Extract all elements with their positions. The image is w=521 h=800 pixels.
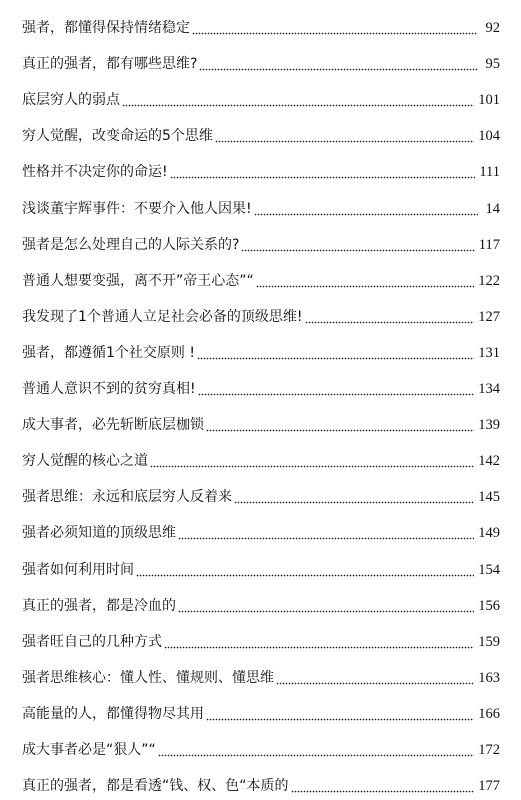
toc-entry-page-number: 127 (478, 308, 500, 325)
toc-entry-page-number: 134 (478, 381, 500, 398)
toc-entry-title: 我发现了1个普通人立足社会必备的顶级思维! (22, 308, 303, 325)
toc-entry-page-number: 104 (478, 128, 500, 145)
dot-leader (192, 20, 478, 36)
dot-leader (197, 345, 474, 361)
toc-entry-page-number: 156 (478, 597, 500, 614)
toc-entry[interactable] (22, 728, 500, 764)
toc-entry-page-number: 159 (478, 633, 500, 650)
toc-entry-page-number: 154 (478, 561, 500, 578)
toc-entry-title: 普通人想要变强，离不开”帝王心态”“ (22, 272, 254, 289)
toc-entry-title: 真正的强者，都有哪些思维? (22, 56, 198, 73)
toc-entry-title: 强者思维核心：懂人性、懂规则、懂思维 (22, 669, 274, 686)
toc-entry[interactable] (22, 367, 500, 403)
toc-entry-page-number: 163 (478, 669, 500, 686)
toc-entry-title: 高能量的人，都懂得物尽其用 (22, 705, 204, 722)
dot-leader (254, 201, 478, 217)
dot-leader (199, 56, 478, 72)
dot-leader (234, 489, 474, 505)
toc-entry-title: 底层穷人的弱点 (22, 92, 120, 109)
toc-entry-title: 强者必须知道的顶级思维 (22, 525, 176, 542)
toc-entry-title: 性格并不决定你的命运! (22, 164, 168, 181)
toc-entry[interactable] (22, 692, 500, 728)
toc-entry-title: 强者旺自己的几种方式 (22, 633, 162, 650)
dot-leader (215, 128, 474, 144)
dot-leader (136, 562, 474, 578)
toc-entry-title: 强者是怎么处理自己的人际关系的? (22, 236, 240, 253)
table-of-contents (22, 6, 500, 800)
toc-entry-title: 强者思维：永远和底层穷人反着来 (22, 489, 232, 506)
dot-leader (170, 164, 476, 180)
toc-entry-page-number: 95 (485, 56, 500, 73)
toc-entry[interactable] (22, 78, 500, 114)
toc-entry-title: 真正的强者，都是冷血的 (22, 597, 176, 614)
dot-leader (256, 273, 474, 289)
dot-leader (178, 525, 474, 541)
toc-entry-title: 普通人意识不到的贫穷真相! (22, 381, 196, 398)
toc-entry-page-number: 101 (478, 92, 500, 109)
toc-entry-title: 成大事者，必先斩断底层枷锁 (22, 417, 204, 434)
toc-entry-title: 强者如何利用时间 (22, 561, 134, 578)
toc-entry[interactable] (22, 223, 500, 259)
toc-entry[interactable] (22, 764, 500, 800)
toc-entry[interactable] (22, 295, 500, 331)
toc-entry[interactable] (22, 331, 500, 367)
toc-entry-page-number: 92 (485, 20, 500, 37)
dot-leader (198, 381, 475, 397)
toc-entry[interactable] (22, 439, 500, 475)
dot-leader (158, 742, 474, 758)
dot-leader (241, 237, 474, 253)
toc-entry-title: 浅谈董宇辉事件：不要介入他人因果! (22, 200, 252, 217)
toc-entry[interactable] (22, 584, 500, 620)
dot-leader (178, 598, 474, 614)
toc-entry-page-number: 139 (478, 417, 500, 434)
toc-entry[interactable] (22, 186, 500, 222)
toc-entry[interactable] (22, 511, 500, 547)
dot-leader (206, 417, 474, 433)
dot-leader (206, 706, 474, 722)
toc-entry-page-number: 122 (478, 272, 500, 289)
toc-entry-title: 穷人觉醒的核心之道 (22, 453, 148, 470)
toc-entry-page-number: 117 (478, 236, 500, 253)
toc-entry-page-number: 14 (485, 200, 500, 217)
toc-entry-page-number: 177 (478, 778, 500, 795)
toc-entry-page-number: 142 (478, 453, 500, 470)
dot-leader (164, 634, 474, 650)
toc-entry[interactable] (22, 114, 500, 150)
toc-entry[interactable] (22, 475, 500, 511)
dot-leader (276, 670, 474, 686)
toc-entry-page-number: 166 (478, 705, 500, 722)
toc-entry-title: 强者，都懂得保持情绪稳定 (22, 20, 190, 37)
dot-leader (122, 92, 474, 108)
toc-entry-page-number: 145 (478, 489, 500, 506)
dot-leader (305, 309, 475, 325)
toc-entry[interactable] (22, 547, 500, 583)
toc-entry[interactable] (22, 620, 500, 656)
toc-entry-title: 成大事者必是“狠人”“ (22, 741, 156, 758)
dot-leader (150, 453, 474, 469)
toc-entry-title: 强者，都遵循1个社交原则 ! (22, 344, 195, 361)
dot-leader (291, 778, 475, 794)
toc-entry-page-number: 149 (478, 525, 500, 542)
toc-entry-page-number: 111 (479, 164, 500, 181)
toc-entry[interactable] (22, 259, 500, 295)
toc-entry[interactable] (22, 42, 500, 78)
toc-entry-title: 穷人觉醒，改变命运的5个思维 (22, 128, 213, 145)
toc-entry[interactable] (22, 150, 500, 186)
toc-entry[interactable] (22, 403, 500, 439)
toc-entry-page-number: 172 (478, 741, 500, 758)
toc-entry[interactable] (22, 656, 500, 692)
toc-entry-page-number: 131 (478, 344, 500, 361)
toc-entry-title: 真正的强者，都是看透“钱、权、色“本质的 (22, 778, 289, 795)
toc-entry[interactable] (22, 6, 500, 42)
